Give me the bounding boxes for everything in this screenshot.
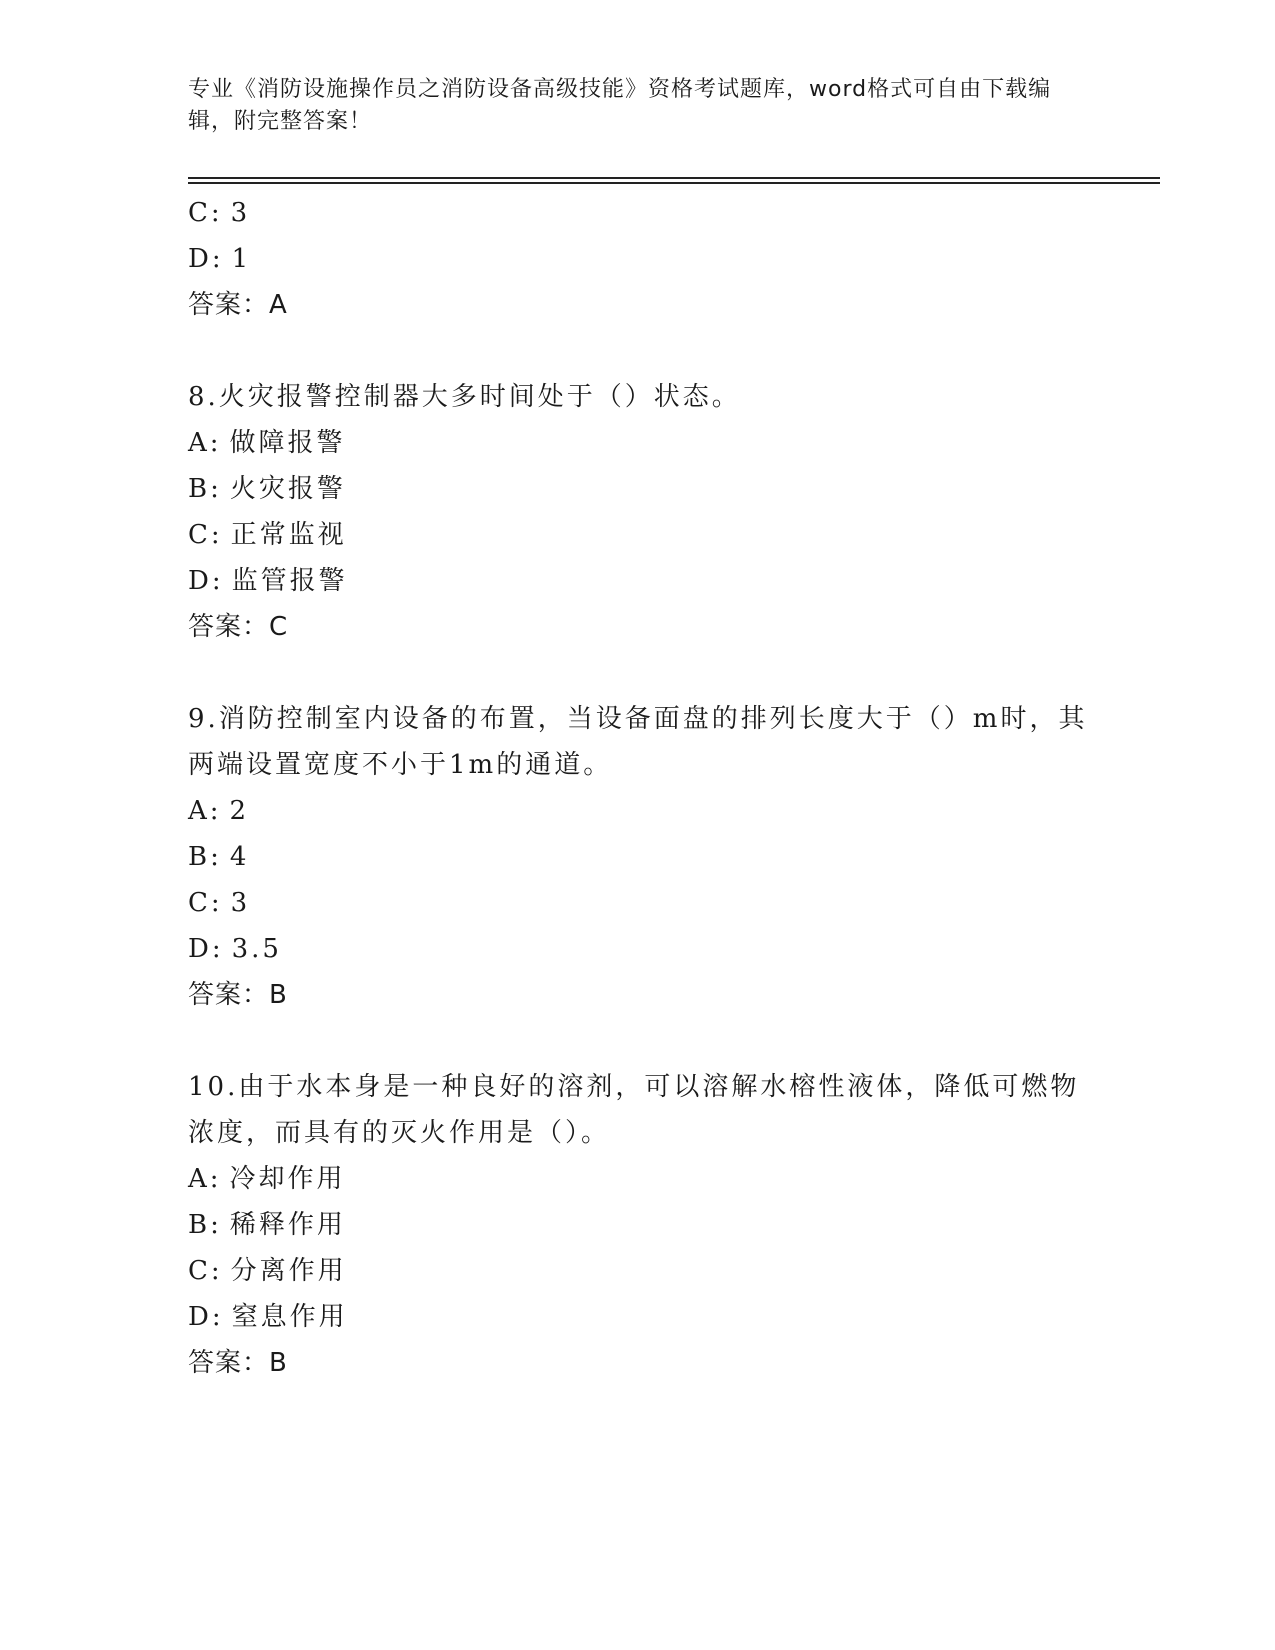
question-stem: 8.火灾报警控制器大多时间处于（）状态。 [188,382,741,412]
option-text: 火灾报警 [229,474,346,504]
prev-question [188,190,1088,328]
option-label: D: [188,566,224,596]
option-c [188,190,1088,236]
option-label: B: [188,1210,222,1240]
header-rule-top [188,177,1160,179]
answer: 答案：B [188,980,288,1010]
option-text: 做障报警 [229,428,346,458]
option-b [188,834,1088,880]
question-list [188,190,1088,1386]
option-label: D: [188,1302,224,1332]
option-d [188,558,1088,604]
option-text: 冷却作用 [229,1164,346,1194]
question-stem: 10.由于水本身是一种良好的溶剂，可以溶解水榕性液体，降低可燃物浓度，而具有的灭火作用是（）。 [188,1072,1080,1148]
option-label: C: [188,1256,223,1286]
option-a [188,420,1088,466]
option-text: 3 [230,198,251,228]
option-text: 稀释作用 [229,1210,346,1240]
option-text: 窒息作用 [231,1302,348,1332]
question-10 [188,1064,1088,1386]
option-b [188,466,1088,512]
option-text: 3.5 [231,934,282,964]
option-label: B: [188,474,222,504]
option-text: 分离作用 [230,1256,347,1286]
answer: 答案：B [188,1348,288,1378]
option-text: 1 [231,244,252,274]
option-label: A: [188,428,222,458]
option-b [188,1202,1088,1248]
option-c [188,880,1088,926]
answer: 答案：A [188,290,288,320]
option-label: A: [188,796,222,826]
option-text: 4 [229,842,250,872]
option-label: C: [188,520,223,550]
option-label: C: [188,888,223,918]
option-label: B: [188,842,222,872]
answer: 答案：C [188,612,289,642]
document-header: 专业《消防设施操作员之消防设备高级技能》资格考试题库，word格式可自由下载编辑，附完整答案！ [188,77,1052,134]
option-c [188,512,1088,558]
option-label: A: [188,1164,222,1194]
option-d [188,926,1088,972]
option-text: 正常监视 [230,520,347,550]
option-d [188,236,1088,282]
option-a [188,788,1088,834]
question-9 [188,696,1088,1018]
option-a [188,1156,1088,1202]
option-d [188,1294,1088,1340]
option-text: 2 [229,796,250,826]
option-label: D: [188,934,224,964]
option-text: 3 [230,888,251,918]
option-c [188,1248,1088,1294]
question-8 [188,374,1088,650]
question-stem: 9.消防控制室内设备的布置，当设备面盘的排列长度大于（）m时，其两端设置宽度不小于1m的通道。 [188,704,1088,780]
option-label: D: [188,244,224,274]
option-text: 监管报警 [231,566,348,596]
header-rule-bottom [188,182,1160,184]
option-label: C: [188,198,223,228]
